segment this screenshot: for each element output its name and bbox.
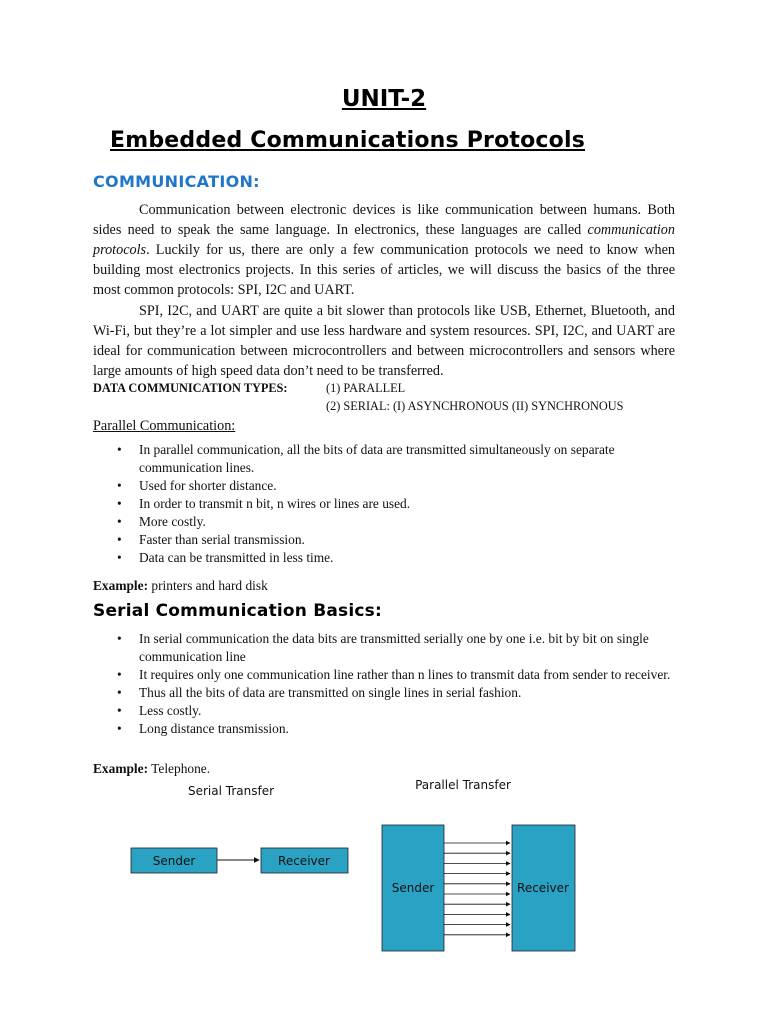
list-item: • More costly. [117, 514, 206, 529]
communication-heading: COMMUNICATION: [93, 172, 260, 191]
bullet-icon: • [117, 442, 122, 457]
list-item: • Data can be transmitted in less time. [117, 550, 334, 565]
serial-receiver-label: Receiver [278, 854, 330, 868]
bullet-icon: • [117, 631, 122, 646]
bullet-icon: • [117, 685, 122, 700]
example-text: Telephone. [148, 761, 211, 776]
bullet-icon: • [117, 721, 122, 736]
parallel-sender-label: Sender [391, 881, 435, 895]
intro-text-italic: communication protocols [93, 222, 675, 258]
parallel-transfer-diagram [382, 778, 575, 951]
bullet-icon: • [117, 514, 122, 529]
serial-heading: Serial Communication Basics: [93, 601, 382, 621]
intro-text-a: Communication between electronic devices is like communication between humans. Both sides need to speak the same language. In electronics, these languages are called [93, 202, 675, 238]
list-item: • Faster than serial transmission. [117, 532, 305, 547]
parallel-heading: Parallel Communication: [93, 418, 236, 434]
bullet-icon: • [117, 496, 122, 511]
list-item: • In parallel communication, all the bits of data are transmitted simultaneously on separate communication lines. [117, 442, 615, 475]
parallel-receiver-label: Receiver [517, 881, 569, 895]
serial-sender-label: Sender [152, 854, 196, 868]
serial-transfer-title: Serial Transfer [187, 784, 275, 798]
parallel-lines [444, 843, 510, 935]
data-type-parallel: (1) PARALLEL [326, 381, 406, 395]
serial-transfer-diagram [131, 784, 348, 873]
bullet-icon: • [117, 667, 122, 682]
list-item: • Less costly. [117, 703, 202, 718]
example-label: Example: [93, 761, 149, 776]
intro-text-c: . Luckily for us, there are only a few communication protocols we need to know when building most electronics projects. In this series of articles, we will discuss the basics of the three most common protocols: SPI, I2C and UART. [93, 242, 675, 298]
bullet-icon: • [117, 478, 122, 493]
example-text: printers and hard disk [148, 578, 268, 593]
list-item: • It requires only one communication line rather than n lines to transmit data from sender to receiver. [117, 667, 671, 682]
list-item: • In order to transmit n bit, n wires or lines are used. [117, 496, 411, 511]
bullet-icon: • [117, 550, 122, 565]
protocols-paragraph: SPI, I2C, and UART are quite a bit slower than protocols like USB, Ethernet, Bluetooth, and Wi-Fi, but they’re a lot simpler and use less hardware and system resources. SPI, I2C, and UART are ideal for communication between microcontrollers and between microcontrollers and sensors where large amounts of high speed data don’t need to be transferred. [93, 303, 675, 379]
bullet-icon: • [117, 703, 122, 718]
list-item: • Long distance transmission. [117, 721, 289, 736]
unit-heading: UNIT-2 [341, 86, 427, 112]
example-label: Example: [93, 578, 149, 593]
list-item: • Used for shorter distance. [117, 478, 277, 493]
bullet-icon: • [117, 532, 122, 547]
parallel-transfer-title: Parallel Transfer [415, 778, 511, 792]
data-types-label: DATA COMMUNICATION TYPES: [93, 381, 288, 395]
data-type-serial: (2) SERIAL: (I) ASYNCHRONOUS (II) SYNCHRONOUS [326, 399, 624, 413]
list-item: • Thus all the bits of data are transmitted on single lines in serial fashion. [117, 685, 522, 700]
list-item: • In serial communication the data bits are transmitted serially one by one i.e. bit by bit on single communication line [117, 631, 649, 664]
page-title: Embedded Communications Protocols [110, 128, 586, 153]
